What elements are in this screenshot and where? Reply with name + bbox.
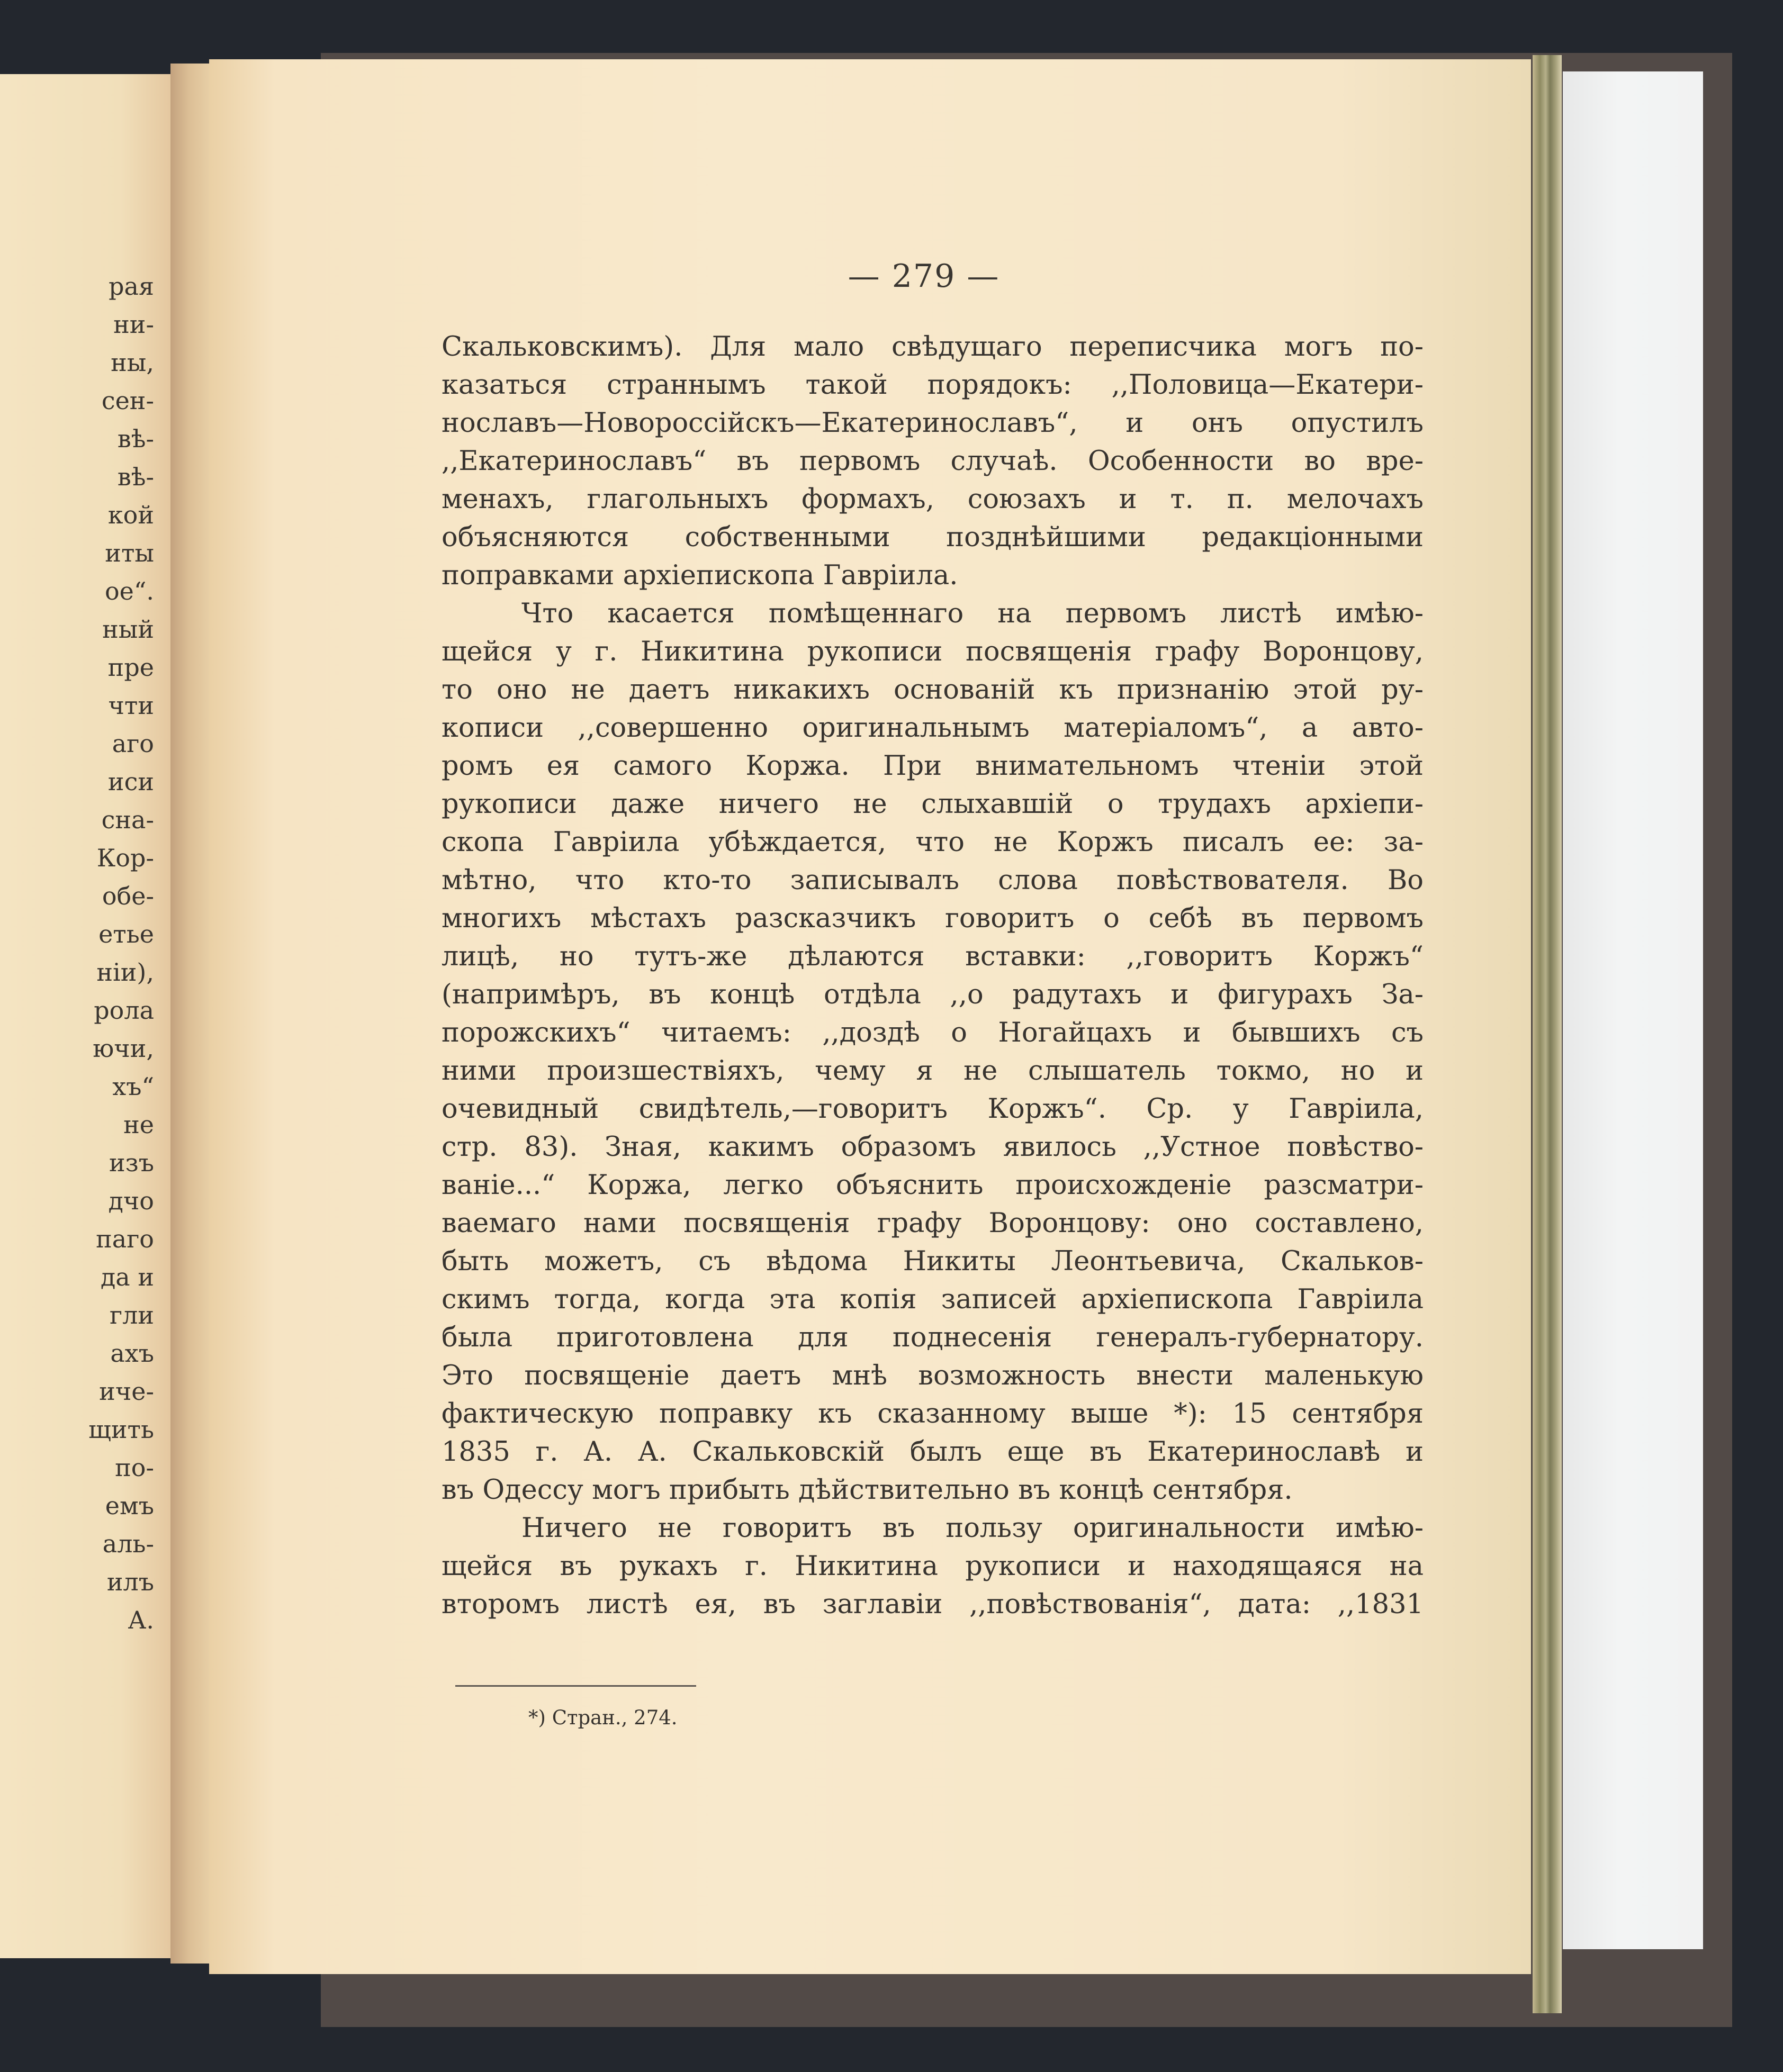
body-line: быть можетъ, съ вѣдома Никиты Леонтьевича, Скальков- xyxy=(442,1246,1424,1277)
prev-page-line: ое“. xyxy=(104,577,154,605)
prev-page-line: да и xyxy=(100,1263,154,1291)
body-line: скопа Гавріила убѣждается, что не Коржъ писалъ ее: за- xyxy=(442,827,1424,858)
prev-page-line: Кор- xyxy=(96,844,154,872)
prev-page-line: етье xyxy=(98,920,154,948)
body-line: поправками архіепископа Гавріила. xyxy=(442,560,958,591)
body-line: ,,Екатеринославъ“ въ первомъ случаѣ. Особенности во вре- xyxy=(442,446,1424,477)
body-line: порожскихъ“ читаемъ: ,,доздѣ о Ногайцахъ и бывшихъ съ xyxy=(442,1017,1424,1048)
prev-page-line: по- xyxy=(115,1453,154,1482)
body-line: ваемаго нами посвященія графу Воронцову: оно составлено, xyxy=(442,1208,1424,1239)
body-line: скимъ тогда, когда эта копія записей архіепископа Гавріила xyxy=(442,1284,1424,1315)
body-line: нославъ—Новороссійскъ—Екатеринославъ“, и онъ опустилъ xyxy=(442,408,1424,439)
body-line: очевидный свидѣтель,—говоритъ Коржъ“. Ср. у Гавріила, xyxy=(442,1093,1424,1125)
body-line: ромъ ея самого Коржа. При внимательномъ чтеніи этой xyxy=(442,750,1424,782)
body-line: была приготовлена для поднесенія генералъ-губернатору. xyxy=(442,1322,1424,1353)
flyleaf xyxy=(1563,71,1703,1949)
body-line: то оно не даетъ никакихъ основаній къ признанію этой ру- xyxy=(442,674,1424,705)
prev-page-line: изъ xyxy=(109,1148,154,1177)
prev-page-line: иты xyxy=(105,539,154,567)
prev-page-line: А. xyxy=(128,1606,154,1634)
prev-page-line: дчо xyxy=(108,1187,154,1215)
prev-page-line: рая xyxy=(109,272,154,301)
prev-page-line: ніи), xyxy=(96,958,154,987)
body-line: рукописи даже ничего не слыхавшій о трудахъ архіепи- xyxy=(442,789,1424,820)
previous-page xyxy=(0,74,172,1958)
prev-page-line: иче- xyxy=(99,1377,154,1406)
body-line: Это посвященіе даетъ мнѣ возможность внести маленькую xyxy=(442,1360,1424,1391)
body-line: щейся у г. Никитина рукописи посвященія графу Воронцову, xyxy=(442,636,1424,667)
paragraph-first-line: Что касается помѣщеннаго на первомъ листѣ имѣю- xyxy=(521,598,1424,629)
prev-page-line: аго xyxy=(112,729,154,758)
prev-page-line: обе- xyxy=(102,882,154,910)
prev-page-line: вѣ- xyxy=(117,424,154,453)
body-line: фактическую поправку къ сказанному выше *): 15 сентября xyxy=(442,1398,1424,1429)
prev-page-line: паго xyxy=(96,1225,154,1253)
prev-page-line: не xyxy=(123,1110,154,1139)
prev-page-line: ючи, xyxy=(93,1034,154,1063)
prev-page-line: иси xyxy=(107,767,154,796)
prev-page-line: хъ“ xyxy=(112,1072,154,1101)
page-number: — 279 — xyxy=(848,258,1000,295)
paragraph-first-line: Ничего не говоритъ въ пользу оригинальности имѣю- xyxy=(521,1513,1424,1544)
book-page xyxy=(209,59,1531,1974)
body-line: мѣтно, что кто-то записывалъ слова повѣствователя. Во xyxy=(442,865,1424,896)
body-line: ваніе...“ Коржа, легко объяснить происхожденіе разсматри- xyxy=(442,1170,1424,1201)
prev-page-line: вѣ- xyxy=(117,463,154,491)
footnote-rule xyxy=(455,1685,696,1687)
prev-page-line: ны, xyxy=(111,348,154,377)
body-line: многихъ мѣстахъ разсказчикъ говоритъ о себѣ въ первомъ xyxy=(442,903,1424,934)
body-line: стр. 83). Зная, какимъ образомъ явилось ,,Устное повѣство- xyxy=(442,1132,1424,1163)
body-line: менахъ, глагольныхъ формахъ, союзахъ и т. п. мелочахъ xyxy=(442,484,1424,515)
body-line: казаться страннымъ такой порядокъ: ,,Половица—Екатери- xyxy=(442,369,1424,401)
body-line: щейся въ рукахъ г. Никитина рукописи и находящаяся на xyxy=(442,1551,1424,1582)
body-line: въ Одессу могъ прибыть дѣйствительно въ концѣ сентября. xyxy=(442,1474,1293,1506)
body-line: Скальковскимъ). Для мало свѣдущаго переписчика могъ по- xyxy=(442,331,1424,363)
prev-page-line: гли xyxy=(110,1301,154,1329)
prev-page-line: рола xyxy=(94,996,154,1025)
prev-page-line: чти xyxy=(108,691,154,720)
body-line: второмъ листѣ ея, въ заглавіи ,,повѣствованія“, дата: ,,1831 xyxy=(442,1589,1424,1620)
body-line: 1835 г. А. А. Скальковскій былъ еще въ Екатеринославѣ и xyxy=(442,1436,1424,1468)
book-gutter xyxy=(170,64,213,1964)
prev-page-line: илъ xyxy=(106,1568,154,1596)
prev-page-line: ный xyxy=(102,615,154,644)
prev-page-line: ни- xyxy=(113,310,154,339)
footnote: *) Стран., 274. xyxy=(528,1706,678,1729)
body-line: ними произшествіяхъ, чему я не слышатель токмо, но и xyxy=(442,1055,1424,1087)
prev-page-line: ахъ xyxy=(110,1339,154,1368)
prev-page-line: сен- xyxy=(101,386,154,415)
page-edges xyxy=(1533,55,1562,2013)
prev-page-line: емъ xyxy=(105,1491,154,1520)
prev-page-line: щить xyxy=(88,1415,154,1444)
body-line: лицѣ, но тутъ-же дѣлаются вставки: ,,говоритъ Коржъ“ xyxy=(442,941,1424,972)
body-line: (напримѣръ, въ концѣ отдѣла ,,о радутахъ и фигурахъ За- xyxy=(442,979,1424,1010)
body-line: кописи ,,совершенно оригинальнымъ матеріаломъ“, а авто- xyxy=(442,712,1424,744)
body-line: объясняются собственными позднѣйшими редакціонными xyxy=(442,522,1424,553)
prev-page-line: кой xyxy=(107,501,154,529)
prev-page-line: сна- xyxy=(101,806,154,834)
prev-page-line: пре xyxy=(107,653,154,682)
prev-page-line: аль- xyxy=(102,1530,154,1558)
